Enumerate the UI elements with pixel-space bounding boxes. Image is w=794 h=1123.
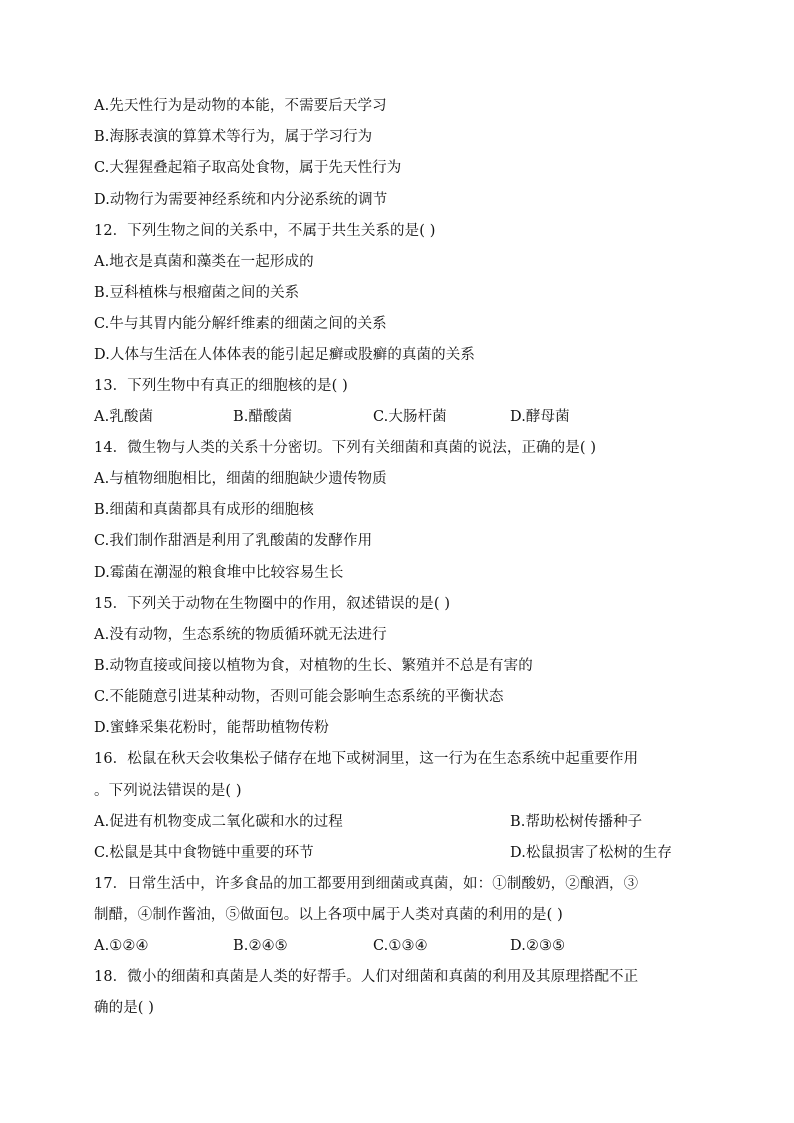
q13-option-b: B.醋酸菌: [233, 409, 293, 425]
q18-stem-line1: 18．微小的细菌和真菌是人类的好帮手。人们对细菌和真菌的利用及其原理搭配不正: [94, 969, 639, 985]
q16-options-row1: [94, 812, 694, 832]
q16-options-row2: [94, 843, 694, 863]
q15-option-d: D.蜜蜂采集花粉时，能帮助植物传粉: [94, 720, 329, 736]
q15-option-a: A.没有动物，生态系统的物质循环就无法进行: [94, 627, 387, 643]
q12-option-b: B.豆科植株与根瘤菌之间的关系: [94, 285, 300, 301]
q16-option-a: A.促进有机物变成二氧化碳和水的过程: [94, 814, 343, 830]
q15-stem: 15．下列关于动物在生物圈中的作用，叙述错误的是( ): [94, 596, 451, 612]
q16-option-b: B.帮助松树传播种子: [510, 814, 643, 830]
q18-stem-line2: 确的是( ): [94, 1000, 155, 1016]
q15-option-c: C.不能随意引进某种动物，否则可能会影响生态系统的平衡状态: [94, 689, 504, 705]
q16-stem-line1: 16．松鼠在秋天会收集松子储存在地下或树洞里，这一行为在生态系统中起重要作用: [94, 751, 639, 767]
q11-option-c: C.大猩猩叠起箱子取高处食物，属于先天性行为: [94, 160, 402, 176]
q13-option-d: D.酵母菌: [510, 409, 570, 425]
q13-options-row: [94, 407, 694, 427]
q14-stem: 14．微生物与人类的关系十分密切。下列有关细菌和真菌的说法，正确的是( ): [94, 440, 597, 456]
q13-option-a: A.乳酸菌: [94, 409, 154, 425]
q16-option-c: C.松鼠是其中食物链中重要的环节: [94, 845, 314, 861]
q14-option-d: D.霉菌在潮湿的粮食堆中比较容易生长: [94, 565, 344, 581]
q11-option-a: A.先天性行为是动物的本能，不需要后天学习: [94, 98, 387, 114]
q14-option-a: A.与植物细胞相比，细菌的细胞缺少遗传物质: [94, 471, 387, 487]
q17-stem-line2: 制醋，④制作酱油，⑤做面包。以上各项中属于人类对真菌的利用的是( ): [94, 907, 563, 923]
q17-stem-line1: 17．日常生活中，许多食品的加工都要用到细菌或真菌，如：①制酸奶，②酿酒，③: [94, 876, 639, 892]
q13-option-c: C.大肠杆菌: [373, 409, 447, 425]
q12-option-d: D.人体与生活在人体体表的能引起足癣或股癣的真菌的关系: [94, 347, 475, 363]
q14-option-b: B.细菌和真菌都具有成形的细胞核: [94, 502, 314, 518]
q15-option-b: B.动物直接或间接以植物为食，对植物的生长、繁殖并不总是有害的: [94, 658, 533, 674]
q11-option-b: B.海豚表演的算算术等行为，属于学习行为: [94, 129, 373, 145]
q11-option-d: D.动物行为需要神经系统和内分泌系统的调节: [94, 192, 388, 208]
q16-option-d: D.松鼠损害了松树的生存: [510, 845, 672, 861]
q16-stem-line2: 。下列说法错误的是( ): [94, 783, 242, 799]
q14-option-c: C.我们制作甜酒是利用了乳酸菌的发酵作用: [94, 533, 373, 549]
q17-option-b: B.②④⑤: [233, 938, 288, 954]
q17-option-c: C.①③④: [373, 938, 428, 954]
q17-options-row: [94, 936, 694, 956]
q13-stem: 13．下列生物中有真正的细胞核的是( ): [94, 378, 348, 394]
q17-option-a: A.①②④: [94, 938, 149, 954]
q12-stem: 12．下列生物之间的关系中，不属于共生关系的是( ): [94, 223, 436, 239]
q17-option-d: D.②③⑤: [510, 938, 566, 954]
q12-option-a: A.地衣是真菌和藻类在一起形成的: [94, 254, 314, 270]
q12-option-c: C.牛与其胃内能分解纤维素的细菌之间的关系: [94, 316, 387, 332]
